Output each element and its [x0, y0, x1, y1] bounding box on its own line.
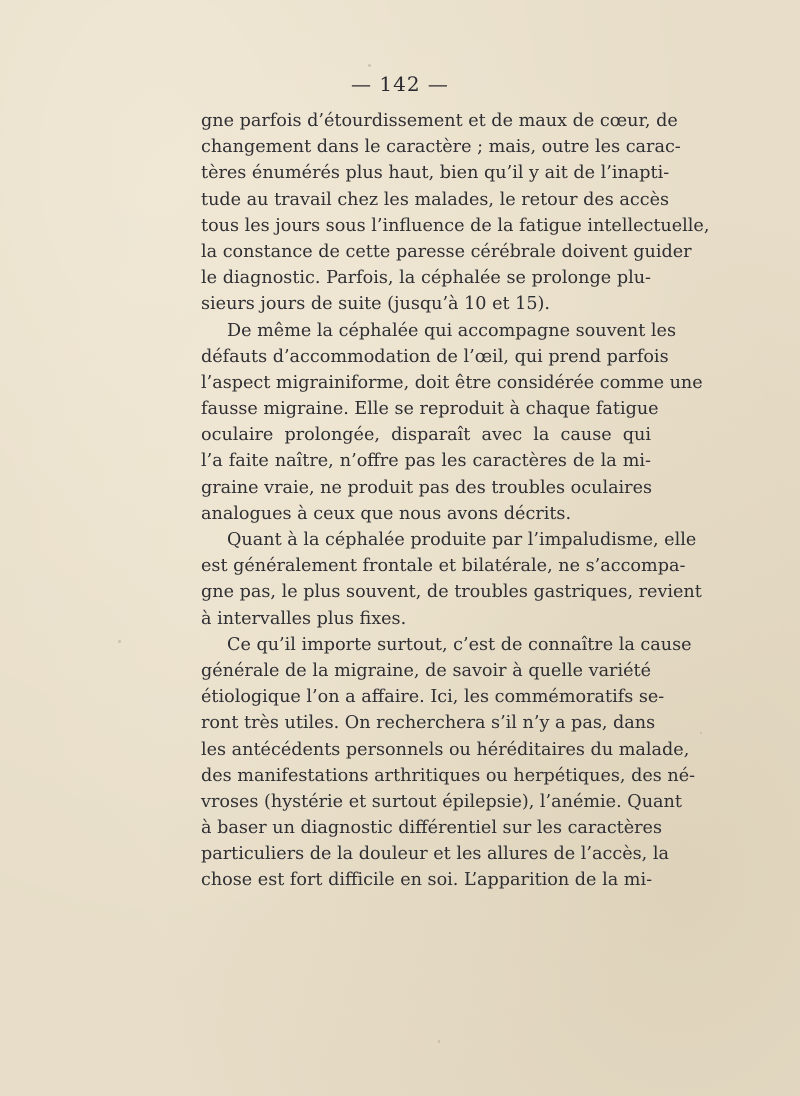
text-line: tude au travail chez les malades, le retour des accès — [201, 189, 670, 210]
text-line: particuliers de la douleur et les allures de l’accès, la — [201, 844, 669, 865]
text-line: les antécédents personnels ou héréditaires du malade, — [201, 739, 690, 760]
text-line: ront très utiles. On recherchera s’il n’y a pas, dans — [201, 713, 656, 734]
text-line: étiologique l’on a affaire. Ici, les commémoratifs se- — [201, 687, 665, 708]
text-line: changement dans le caractère ; mais, outre les carac- — [201, 137, 681, 158]
text-line: chose est fort difficile en soi. L’apparition de la mi- — [201, 870, 653, 891]
text-line: à intervalles plus fixes. — [201, 608, 407, 629]
text-line: des manifestations arthritiques ou herpétiques, des né- — [201, 765, 696, 786]
body-text — [201, 108, 710, 894]
text-line: tères énumérés plus haut, bien qu’il y ait de l’inapti- — [201, 163, 670, 184]
paper-speck — [118, 640, 121, 643]
text-line: le diagnostic. Parfois, la céphalée se prolonge plu- — [201, 268, 651, 289]
text-line: gne pas, le plus souvent, de troubles gastriques, revient — [201, 582, 702, 603]
page-number: — 142 — — [351, 72, 449, 96]
text-line: fausse migraine. Elle se reproduit à chaque fatigue — [201, 399, 659, 420]
text-line: analogues à ceux que nous avons décrits. — [201, 503, 572, 524]
text-line: tous les jours sous l’influence de la fatigue intellectuelle, — [201, 215, 710, 236]
text-line: oculaire prolongée, disparaît avec la cause qui — [201, 425, 651, 446]
text-line: gne parfois d’étourdissement et de maux de cœur, de — [201, 111, 678, 131]
text-line: défauts d’accommodation de l’œil, qui prend parfois — [201, 346, 669, 367]
text-line: est généralement frontale et bilatérale, ne s’accompa- — [201, 556, 686, 577]
text-line: De même la céphalée qui accompagne souvent les — [227, 320, 676, 341]
text-line: Ce qu’il importe surtout, c’est de connaître la cause — [227, 634, 692, 655]
text-line: Quant à la céphalée produite par l’impaludisme, elle — [227, 530, 697, 550]
text-line: graine vraie, ne produit pas des troubles oculaires — [201, 477, 653, 498]
text-line: l’aspect migrainiforme, doit être considérée comme une — [201, 372, 703, 393]
text-line: sieurs jours de suite (jusqu’à 10 et 15). — [201, 294, 551, 315]
paper-speck — [700, 732, 702, 734]
paper-speck — [368, 64, 371, 67]
text-line: la constance de cette paresse cérébrale doivent guider — [201, 241, 692, 262]
paper-speck — [438, 1040, 440, 1043]
text-line: l’a faite naître, n’offre pas les caractères de la mi- — [201, 451, 651, 472]
text-line: à baser un diagnostic différentiel sur les caractères — [201, 818, 663, 839]
text-line: vroses (hystérie et surtout épilepsie), l’anémie. Quant — [201, 791, 682, 812]
text-line: générale de la migraine, de savoir à quelle variété — [201, 660, 651, 681]
